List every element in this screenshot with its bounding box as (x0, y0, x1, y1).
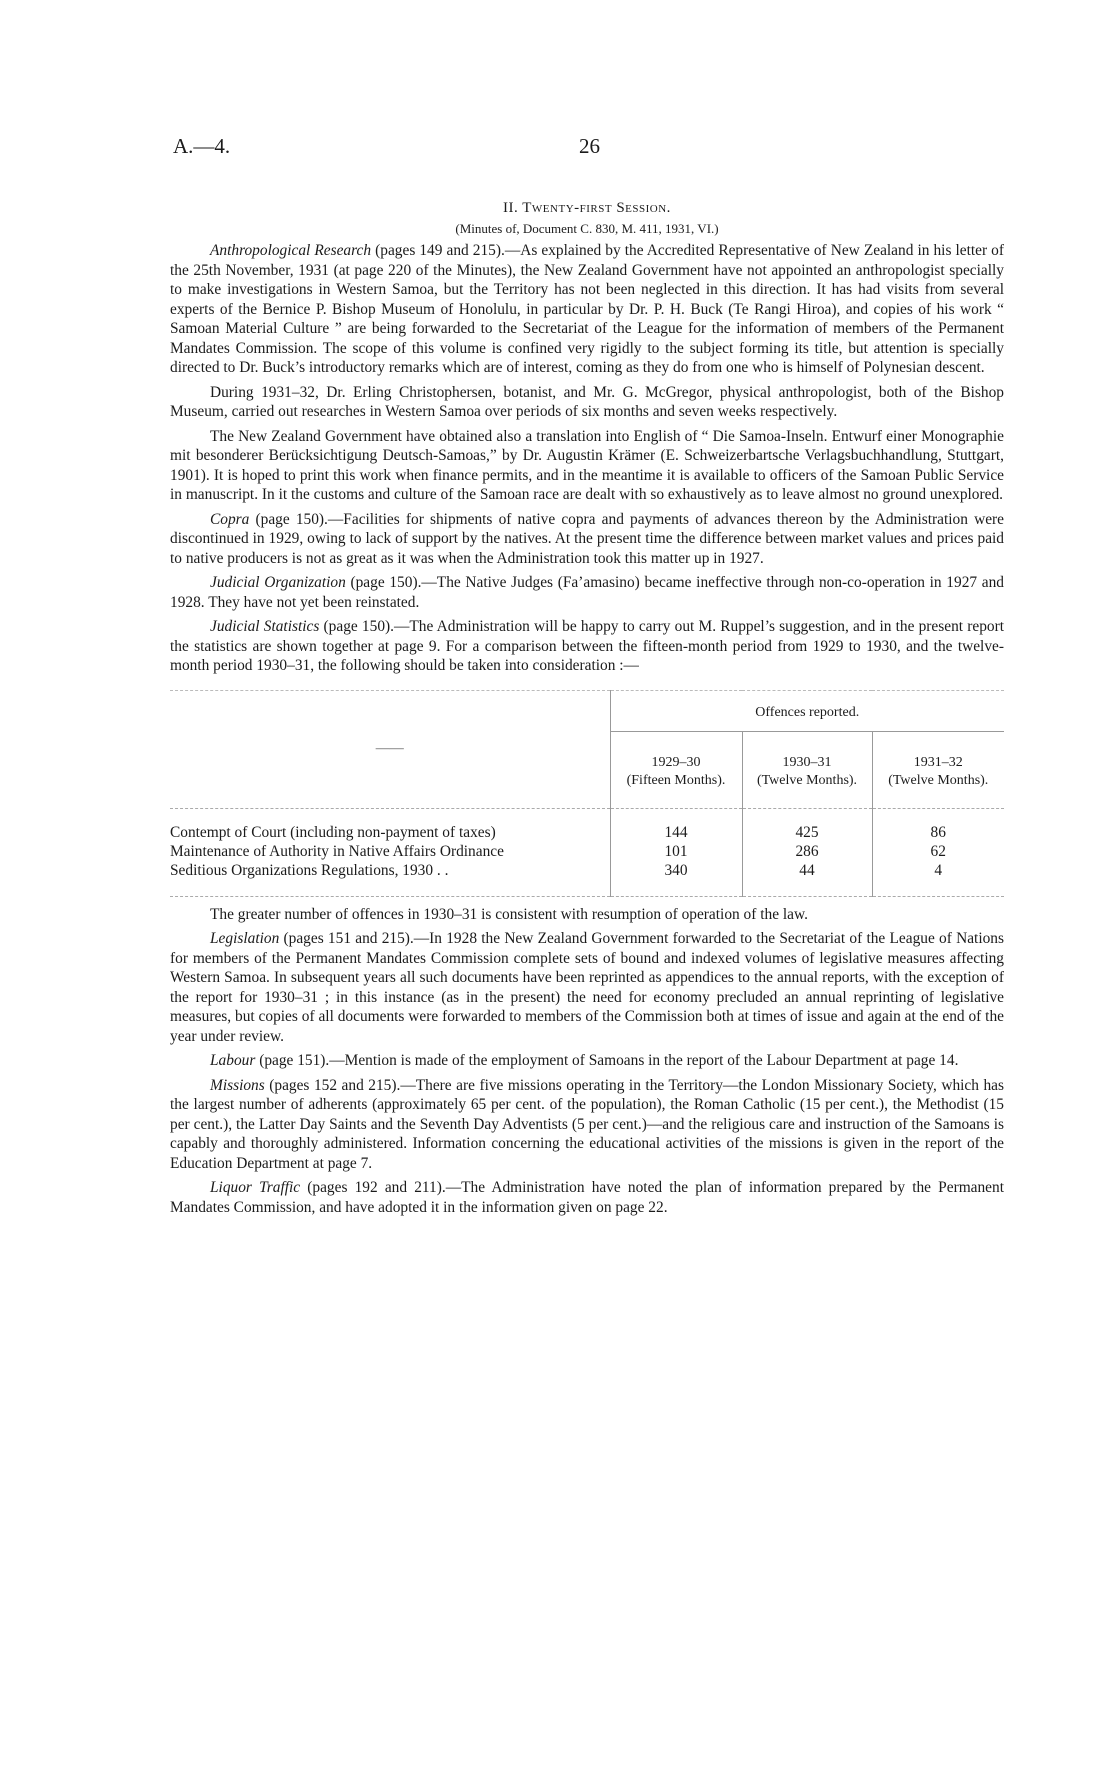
paragraph-labour (170, 1051, 1004, 1071)
paragraph-judicial-organization (170, 573, 1004, 612)
cell-value: 101 (610, 842, 742, 861)
topic-heading: Missions (210, 1076, 265, 1094)
paragraph-kramer-translation (170, 427, 1004, 505)
paragraph-text: The greater number of offences in 1930–31 is consistent with resumption of operation of the law. (210, 905, 808, 923)
topic-heading: Judicial Statistics (210, 618, 320, 635)
row-label: Contempt of Court (including non-payment of taxes) (170, 823, 496, 841)
column-header (872, 731, 1004, 808)
topic-heading: Copra (210, 510, 250, 528)
cell-value: 340 (610, 861, 742, 897)
column-note: (Twelve Months). (756, 772, 858, 788)
column-note: (Twelve Months). (888, 772, 989, 788)
cell-value: 425 (742, 808, 872, 842)
cell-value: 4 (872, 861, 1004, 897)
paragraph-researchers (170, 383, 1004, 422)
paragraph-text: (pages 192 and 211).—The Administration have noted the plan of information prepared by the Permanent Mandates Commission, and have adopted it in the information given on page 22. (170, 1179, 1004, 1216)
column-period: 1930–31 (782, 754, 832, 770)
topic-heading: Judicial Organization (210, 574, 346, 591)
topic-heading: Liquor Traffic (210, 1179, 301, 1196)
paragraph-offences-note (170, 905, 1004, 925)
topic-heading: Anthropological Research (210, 242, 372, 259)
paragraph-text: (page 150).—The Administration will be happy to carry out M. Ruppel’s suggestion, and in the present report the statistics are shown together at page 9. For a comparison between the fifteen-month period from 1929 to 1930, and the twelve-month period 1930–31, the following should be taken into consideration :— (170, 618, 1004, 674)
cell-value: 144 (610, 808, 742, 842)
paragraph-copra (170, 510, 1004, 569)
paragraph-anthropological-research (170, 241, 1004, 378)
cell-value: 86 (872, 808, 1004, 842)
column-header (610, 731, 742, 808)
cell-value: 44 (742, 861, 872, 897)
paragraph-liquor-traffic (170, 1178, 1004, 1217)
cell-value: 286 (742, 842, 872, 861)
page-number: 26 (579, 134, 600, 158)
paragraph-missions (170, 1076, 1004, 1174)
table-header-row (170, 690, 1004, 731)
column-period: 1929–30 (651, 754, 701, 770)
paragraph-text: (page 150).—Facilities for shipments of native copra and payments of advances thereon by the Administration were discontinued in 1929, owing to lack of support by the natives. At the present time the difference between market values and prices paid to native producers is not as great as it was when the Administration took this matter up in 1927. (170, 510, 1004, 567)
paragraph-judicial-statistics (170, 617, 1004, 676)
paragraph-text: (pages 152 and 215).—There are five missions operating in the Territory—the London Missionary Society, which has the largest number of adherents (approximately 65 per cent. of the population), the Roman Catholic (15 per cent.), the Methodist (15 per cent.), the Latter Day Saints and the Seventh Day Adventists (5 per cent.)—and the religious care and instruction of the Samoans is capably and thoroughly administered. Information concerning the educational activities of the missions is given in the report of the Education Department at page 7. (170, 1076, 1004, 1172)
paragraph-text: (page 151).—Mention is made of the employment of Samoans in the report of the Labour Department at page 14. (255, 1052, 959, 1069)
table-row (170, 861, 1004, 897)
table-row (170, 842, 1004, 861)
group-header: Offences reported. (610, 690, 1004, 731)
table-row (170, 808, 1004, 842)
cell-value: 62 (872, 842, 1004, 861)
row-label: Seditious Organizations Regulations, 1930 . . (170, 861, 449, 879)
page-body (170, 200, 1004, 1222)
offences-table (170, 690, 1004, 897)
session-title: II. Twenty-first Session. (503, 200, 671, 216)
column-header (742, 731, 872, 808)
row-label: Maintenance of Authority in Native Affairs Ordinance (170, 842, 504, 860)
minutes-reference: (Minutes of, Document C. 830, M. 411, 1931, VI.) (455, 221, 719, 236)
topic-heading: Labour (210, 1052, 256, 1069)
table-stub: —— (375, 741, 404, 756)
paragraph-legislation (170, 929, 1004, 1046)
paragraph-text: (pages 151 and 215).—In 1928 the New Zealand Government forwarded to the Secretariat of the League of Nations for members of the Permanent Mandates Commission complete sets of bound and indexed volumes of legislative measures affecting Western Samoa. In subsequent years all such documents have been reprinted as appendices to the annual reports, with the exception of the report for 1930–31 ; in this instance (as in the present) the need for economy precluded an annual reprinting of legislative measures, but copies of all documents were forwarded to members of the Commission both at times of issue and again at the end of the year under review. (170, 930, 1004, 1045)
column-period: 1931–32 (913, 754, 963, 770)
paragraph-text: (page 150).—The Native Judges (Fa’amasino) became ineffective through non-co-operation in 1927 and 1928. They have not yet been reinstated. (170, 574, 1004, 611)
paragraph-text: The New Zealand Government have obtained also a translation into English of “ Die Samoa-Inseln. Entwurf einer Monographie mit besonderer Berücksichtigung Deutsch-Samoas,” by Dr. Augustin Krämer (E. Schweizerbartsche Verlagsbuchhandlung, Stuttgart, 1901). It is hoped to print this work when finance permits, and in the meantime it is available to officers of the Samoan Public Service in manuscript. In it the customs and culture of the Samoan race are dealt with so exhaustively as to leave almost no ground unexplored. (170, 427, 1004, 503)
column-note: (Fifteen Months). (626, 772, 726, 788)
document-reference: A.—4. (173, 134, 231, 158)
paragraph-text: During 1931–32, Dr. Erling Christophersen, botanist, and Mr. G. McGregor, physical anthropologist, both of the Bishop Museum, carried out researches in Western Samoa over periods of six months and seven weeks respectively. (170, 383, 1004, 420)
paragraph-text: (pages 149 and 215).—As explained by the Accredited Representative of New Zealand in his letter of the 25th November, 1931 (at page 220 of the Minutes), the New Zealand Government have not appointed an anthropologist specially to make investigations in Western Samoa, but the Territory has not been neglected in this direction. It has had visits from several experts of the Bernice P. Bishop Museum of Honolulu, in particular by Dr. P. H. Buck (Te Rangi Hiroa), and copies of his work “ Samoan Material Culture ” are being forwarded to the Secretariat of the League for the information of members of the Permanent Mandates Commission. The scope of this volume is confined very rigidly to the subject forming its title, but attention is specially directed to Dr. Buck’s introductory remarks which are of interest, coming as they do from one who is himself of Polynesian descent. (170, 242, 1005, 376)
topic-heading: Legislation (210, 930, 280, 947)
